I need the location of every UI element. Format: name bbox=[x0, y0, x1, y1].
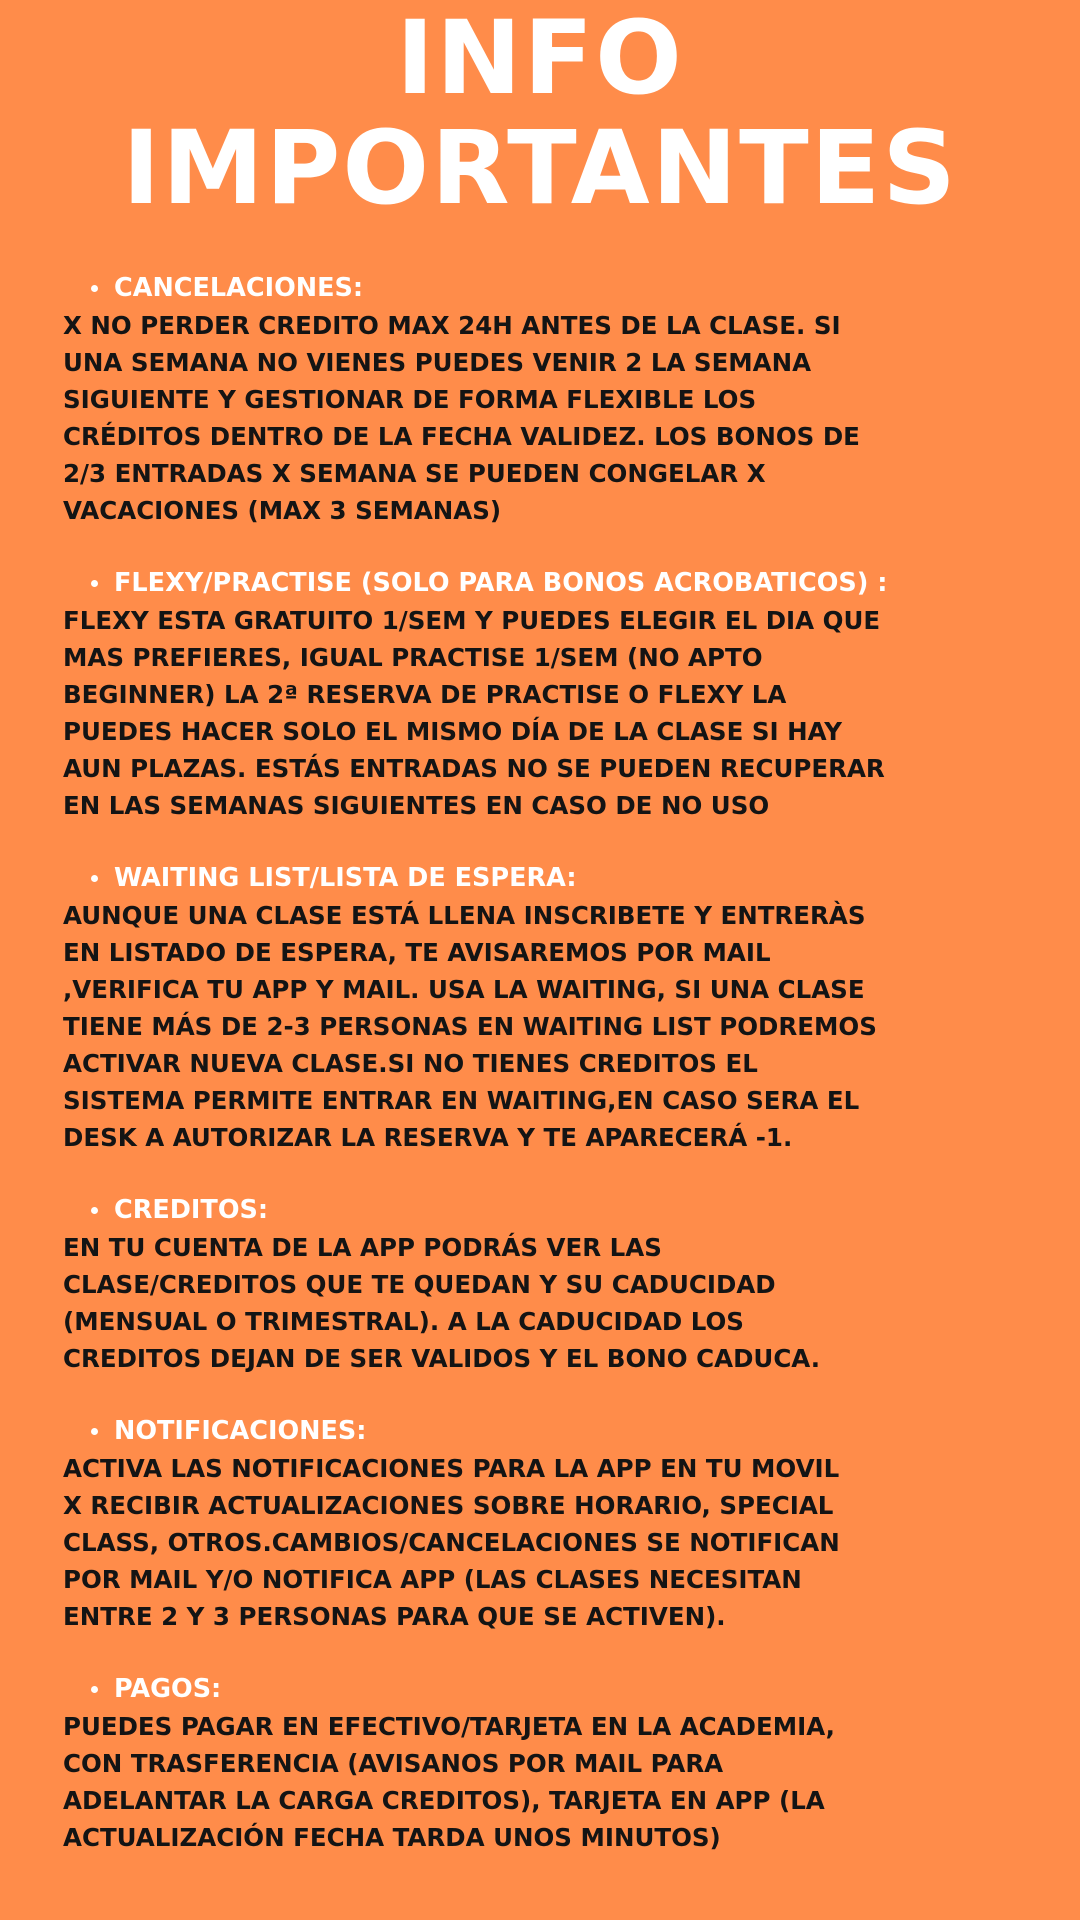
section-body bbox=[63, 1450, 1023, 1635]
body-line: ACTIVAR NUEVA CLASE.SI NO TIENES CREDITOS EL bbox=[63, 1049, 758, 1078]
body-line: CRÉDITOS DENTRO DE LA FECHA VALIDEZ. LOS BONOS DE bbox=[63, 422, 860, 451]
body-line: FLEXY ESTA GRATUITO 1/SEM Y PUEDES ELEGIR EL DIA QUE bbox=[63, 606, 881, 635]
body-line: PUEDES PAGAR EN EFECTIVO/TARJETA EN LA ACADEMIA, bbox=[63, 1712, 835, 1741]
info-sections bbox=[63, 270, 1023, 1892]
section-heading-text: NOTIFICACIONES: bbox=[114, 1416, 367, 1446]
section-heading bbox=[63, 270, 1023, 307]
body-line: BEGINNER) LA 2ª RESERVA DE PRACTISE O FLEXY LA bbox=[63, 680, 787, 709]
body-line: MAS PREFIERES, IGUAL PRACTISE 1/SEM (NO APTO bbox=[63, 643, 763, 672]
body-line: TIENE MÁS DE 2-3 PERSONAS EN WAITING LIST PODREMOS bbox=[63, 1012, 877, 1041]
bullet-icon bbox=[91, 875, 98, 882]
body-line: ,VERIFICA TU APP Y MAIL. USA LA WAITING, SI UNA CLASE bbox=[63, 975, 865, 1004]
body-line: X NO PERDER CREDITO MAX 24H ANTES DE LA CLASE. SI bbox=[63, 311, 841, 340]
section-heading bbox=[63, 1671, 1023, 1708]
body-line: ENTRE 2 Y 3 PERSONAS PARA QUE SE ACTIVEN). bbox=[63, 1602, 726, 1631]
section-body bbox=[63, 897, 1023, 1156]
body-line: ADELANTAR LA CARGA CREDITOS), TARJETA EN APP (LA bbox=[63, 1786, 825, 1815]
bullet-icon bbox=[91, 1428, 98, 1435]
body-line: SIGUIENTE Y GESTIONAR DE FORMA FLEXIBLE LOS bbox=[63, 385, 757, 414]
body-line: CLASE/CREDITOS QUE TE QUEDAN Y SU CADUCIDAD bbox=[63, 1270, 776, 1299]
body-line: CREDITOS DEJAN DE SER VALIDOS Y EL BONO CADUCA. bbox=[63, 1344, 821, 1373]
body-line: (MENSUAL O TRIMESTRAL). A LA CADUCIDAD LOS bbox=[63, 1307, 744, 1336]
section-body bbox=[63, 602, 1023, 824]
body-line: AUNQUE UNA CLASE ESTÁ LLENA INSCRIBETE Y ENTRERÀS bbox=[63, 901, 866, 930]
section-flexy-practise bbox=[63, 565, 1023, 824]
body-line: ACTIVA LAS NOTIFICACIONES PARA LA APP EN TU MOVIL bbox=[63, 1454, 840, 1483]
section-creditos bbox=[63, 1192, 1023, 1377]
section-heading bbox=[63, 1413, 1023, 1450]
body-line: EN LAS SEMANAS SIGUIENTES EN CASO DE NO USO bbox=[63, 791, 770, 820]
body-line: CLASS, OTROS.CAMBIOS/CANCELACIONES SE NOTIFICAN bbox=[63, 1528, 840, 1557]
bullet-icon bbox=[91, 1686, 98, 1693]
section-cancelaciones bbox=[63, 270, 1023, 529]
title-line-1: INFO bbox=[396, 0, 684, 118]
section-heading bbox=[63, 860, 1023, 897]
section-body bbox=[63, 1708, 1023, 1856]
section-pagos bbox=[63, 1671, 1023, 1856]
body-line: PUEDES HACER SOLO EL MISMO DÍA DE LA CLASE SI HAY bbox=[63, 717, 842, 746]
section-heading-text: FLEXY/PRACTISE (SOLO PARA BONOS ACROBATICOS) : bbox=[114, 568, 888, 598]
section-heading-text: WAITING LIST/LISTA DE ESPERA: bbox=[114, 863, 577, 893]
section-heading-text: CANCELACIONES: bbox=[114, 273, 364, 303]
bullet-icon bbox=[91, 580, 98, 587]
body-line: ACTUALIZACIÓN FECHA TARDA UNOS MINUTOS) bbox=[63, 1823, 721, 1852]
section-body bbox=[63, 1229, 1023, 1377]
section-waiting-list bbox=[63, 860, 1023, 1156]
body-line: DESK A AUTORIZAR LA RESERVA Y TE APARECERÁ -1. bbox=[63, 1123, 793, 1152]
body-line: CON TRASFERENCIA (AVISANOS POR MAIL PARA bbox=[63, 1749, 724, 1778]
section-body bbox=[63, 307, 1023, 529]
body-line: 2/3 ENTRADAS X SEMANA SE PUEDEN CONGELAR X bbox=[63, 459, 766, 488]
body-line: POR MAIL Y/O NOTIFICA APP (LAS CLASES NECESITAN bbox=[63, 1565, 802, 1594]
section-notificaciones bbox=[63, 1413, 1023, 1635]
body-line: X RECIBIR ACTUALIZACIONES SOBRE HORARIO, SPECIAL bbox=[63, 1491, 834, 1520]
bullet-icon bbox=[91, 285, 98, 292]
body-line: SISTEMA PERMITE ENTRAR EN WAITING,EN CASO SERA EL bbox=[63, 1086, 860, 1115]
page-title bbox=[0, 0, 1080, 228]
body-line: AUN PLAZAS. ESTÁS ENTRADAS NO SE PUEDEN RECUPERAR bbox=[63, 754, 885, 783]
body-line: EN TU CUENTA DE LA APP PODRÁS VER LAS bbox=[63, 1233, 662, 1262]
title-line-2: IMPORTANTES bbox=[122, 109, 958, 228]
section-heading-text: PAGOS: bbox=[114, 1674, 222, 1704]
section-heading-text: CREDITOS: bbox=[114, 1195, 269, 1225]
body-line: UNA SEMANA NO VIENES PUEDES VENIR 2 LA SEMANA bbox=[63, 348, 812, 377]
section-heading bbox=[63, 565, 1023, 602]
section-heading bbox=[63, 1192, 1023, 1229]
body-line: EN LISTADO DE ESPERA, TE AVISAREMOS POR MAIL bbox=[63, 938, 771, 967]
bullet-icon bbox=[91, 1207, 98, 1214]
body-line: VACACIONES (MAX 3 SEMANAS) bbox=[63, 496, 502, 525]
